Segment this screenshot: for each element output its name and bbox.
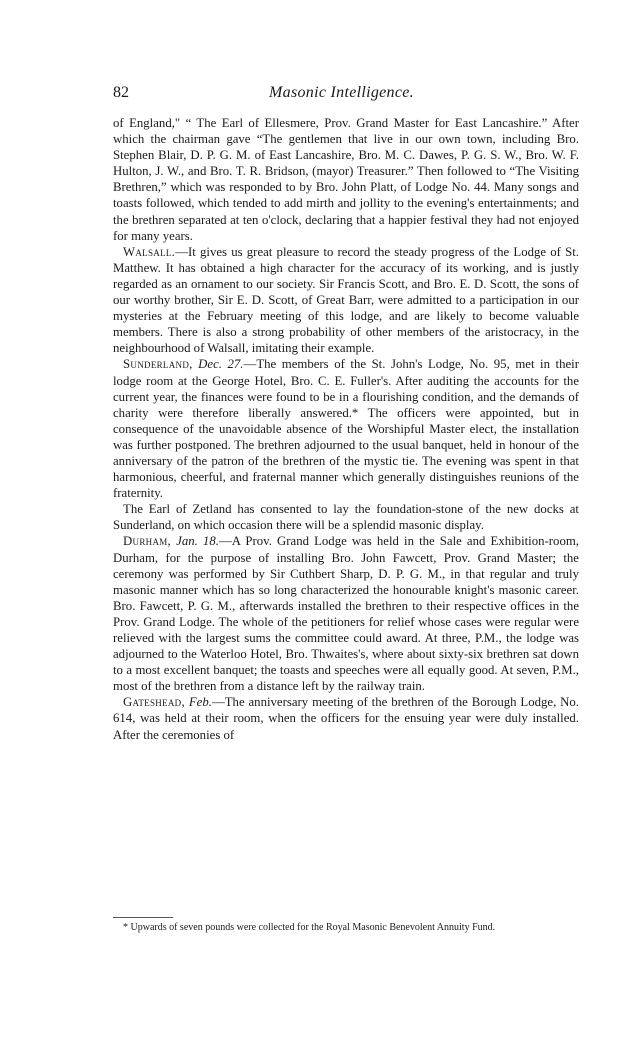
paragraph-text: of England," “ The Earl of Ellesmere, Prov. Grand Master for East Lancashire.” After which the chairman gave “The gentlemen that live in our own town, including Bro. Stephen Blair, D. P. G. M. of East Lancashire, Bro. M. C. Dawes, P. G. S. W., Bro. W. F. Hulton, J. W., and Bro. T. R. Bridson, (mayor) Treasurer.” Then followed to “The Visiting Brethren,” which was responded to by Bro. John Platt, of Lodge No. 44. Many songs and toasts followed, which tended to add mirth and jollity to the evening's entertainments; and the brethren separated at ten o'clock, declaring that a happier festival they had not enjoyed for many years. [113,116,579,243]
paragraph-sunderland [113,356,579,501]
page-number: 82 [113,84,129,101]
paragraph-gateshead [113,694,579,742]
place-name: Durham, [123,534,172,549]
footnote: * Upwards of seven pounds were collected for the Royal Masonic Benevolent Annuity Fund. [123,922,496,933]
date: Feb. [188,695,212,710]
paragraph-text: The Earl of Zetland has consented to lay the foundation-stone of the new docks at Sunderland, on which occasion there will be a splendid masonic display. [113,502,579,533]
place-name: Sunderland, [123,357,193,372]
page-header [113,84,570,106]
date: Jan. 18. [176,534,219,549]
date: Dec. 27. [198,357,244,372]
place-name: Gateshead, [123,695,185,710]
paragraph-text: —The members of the St. John's Lodge, No. 95, met in their lodge room at the George Hotel, Bro. C. E. Fuller's. After auditing the accounts for the current year, the finances were found to be in a flourishing condition, and the demands of charity were therefore liberally answered.* The officers were appointed, but in consequence of the unavoidable absence of the Worshipful Master elect, the installation was further postponed. The brethren adjourned to the usual banquet, held in honour of the anniversary of the patron of the brethren of the mystic tie. The evening was spent in that harmonious, cheerful, and fraternal manner which generally distinguishes reunions of the fraternity. [113,357,579,501]
paragraph-england [113,115,579,244]
paragraph-zetland [113,501,579,533]
paragraph-text: —The anniversary meeting of the brethren of the Borough Lodge, No. 614, was held at their room, when the officers for the ensuing year were duly installed. After the ceremonies of [113,695,579,742]
footnote-rule [113,917,173,918]
paragraph-durham [113,533,579,694]
paragraph-text: —It gives us great pleasure to record the steady progress of the Lodge of St. Matthew. It has obtained a high character for the accuracy of its working, and is justly regarded as an ornament to our society. Sir Francis Scott, and Bro. E. D. Scott, the sons of our worthy brother, Sir E. D. Scott, of Great Barr, were admitted to a participation in our mysteries at the February meeting of this lodge, and are likely to become valuable members. There is also a strong probability of other members of the aristocracy, in the neighbourhood of Walsall, imitating their example. [113,244,579,356]
body-text [113,115,579,743]
place-name: Walsall. [123,244,176,259]
paragraph-walsall [113,244,579,357]
running-title: Masonic Intelligence. [269,84,414,101]
paragraph-text: —A Prov. Grand Lodge was held in the Sale and Exhibition-room, Durham, for the purpose of installing Bro. John Fawcett, Prov. Grand Master; the ceremony was performed by Sir Cuthbert Sharp, D. P. G. M., in that regular and truly masonic manner which has so long characterized the honourable knight's masonic career. Bro. Fawcett, P. G. M., afterwards installed the brethren to their respective offices in the Prov. Grand Lodge. The whole of the petitioners for relief whose cases were regular were relieved with the largest sums the committee could award. At three, P.M., the lodge was adjourned to the Waterloo Hotel, Bro. Thwaites's, where about sixty-six brethren sat down to a most excellent banquet; the toasts and speeches were all equally good. At seven, P.M., most of the brethren from a distance left by the railway train. [113,534,580,694]
